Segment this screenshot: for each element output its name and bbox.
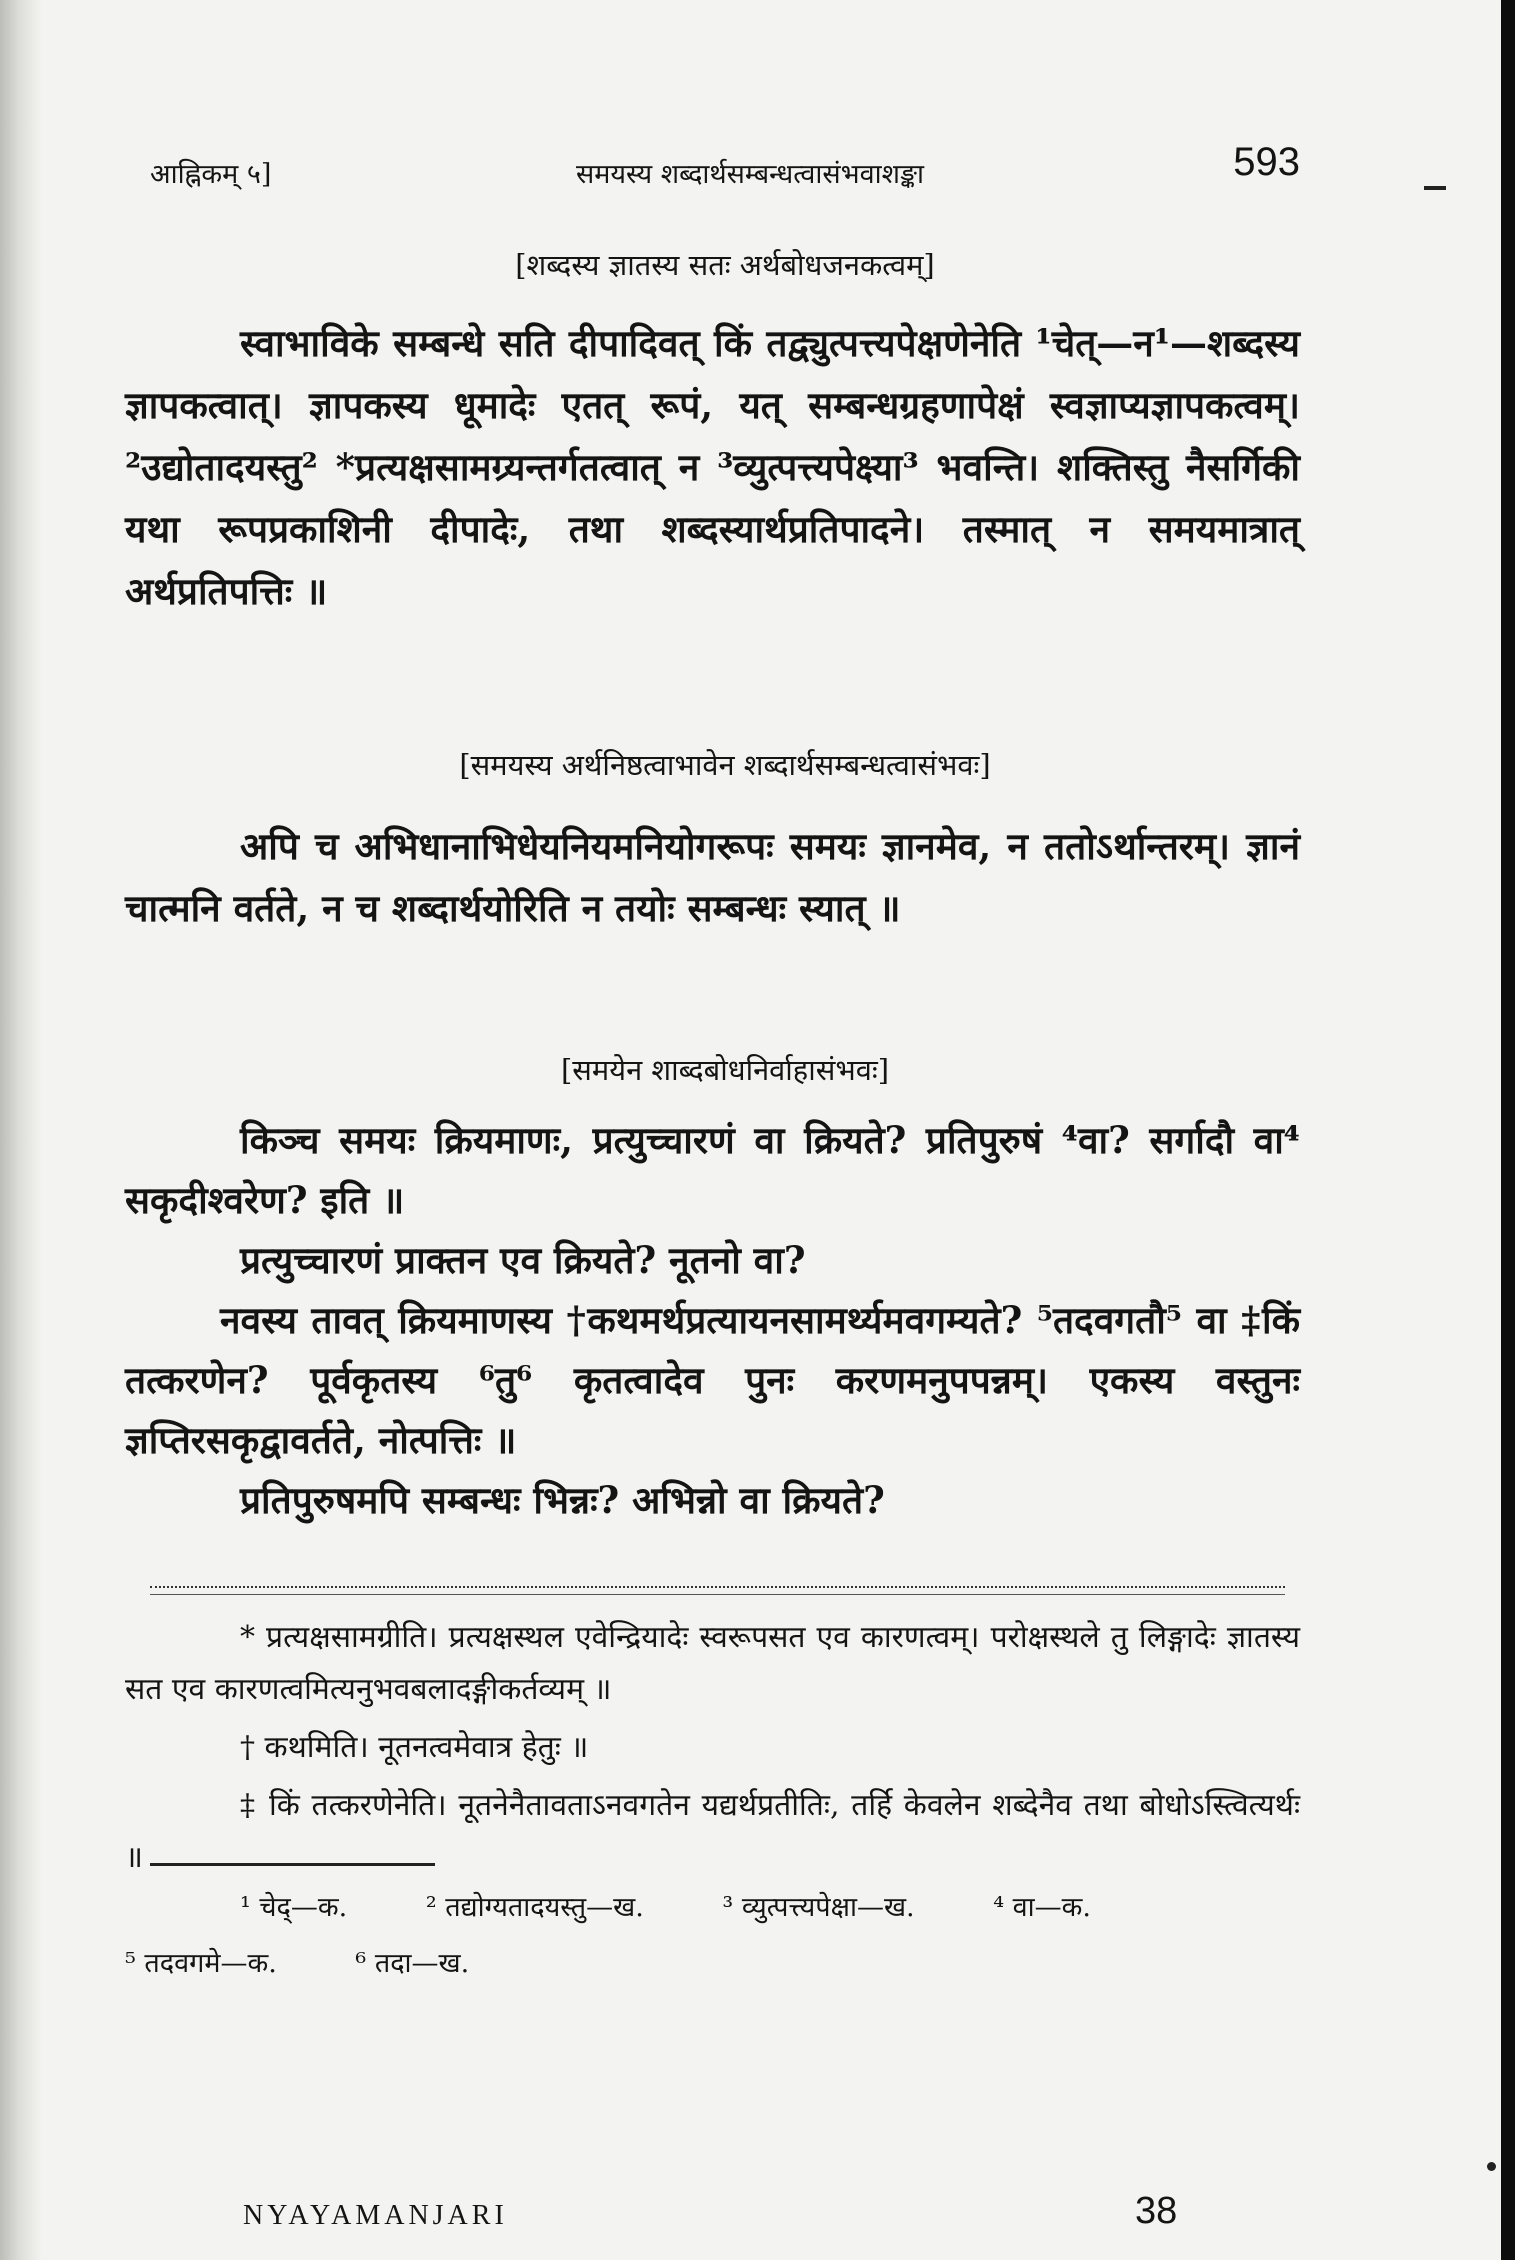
page-edge-shadow (0, 0, 42, 2260)
scan-border (1501, 0, 1515, 2260)
running-head (150, 140, 1300, 190)
commentary-note: * प्रत्यक्षसामग्रीति। प्रत्यक्षस्थल एवेन्द्रियादेः स्वरूपसत एव कारणत्वम्। परोक्षस्थले तु लिङ्गादेः ज्ञातस्य सत एव कारणत्वमित्यनुभवबलादङ्गीकर्तव्यम् ॥ (125, 1620, 1300, 1707)
variant-reading: ⁶ तदा—ख. (355, 1948, 470, 1979)
page-number: 593 (1233, 140, 1300, 184)
variant-reading: ² तद्योग्यतादयस्तु—ख. (425, 1892, 644, 1923)
variants-separator (150, 1863, 435, 1866)
commentary-note: † कथमिति। नूतनत्वमेवात्र हेतुः ॥ (240, 1730, 589, 1765)
section-paragraph: किञ्च समयः क्रियमाणः, प्रत्युच्चारणं वा क्रियते? प्रतिपुरुषं ⁴वा? सर्गादौ वा⁴ सकृदीश्वरेण? इति ॥ प्रत्युच्चारणं प्राक्तन एव क्रियते? नूतनो वा? नवस्य तावत् क्रियमाणस्य †कथमर्थप्रत्यायनसामर्थ्यमवगम्यते? ⁵तदवगतौ⁵ वा ‡किं तत्करणेन? पूर्वकृतस्य ⁶तु⁶ कृतत्वादेव पुनः करणमनुपपन्नम्। एकस्य वस्तुनः ज्ञप्तिरसकृद्वावर्तते, नोत्पत्तिः ॥ प्रतिपुरुषमपि सम्बन्धः भिन्नः? अभिन्नो वा क्रियते? (125, 1118, 1300, 1522)
book-title-footer: NYAYAMANJARI (243, 2200, 508, 2231)
commentary-notes (125, 1612, 1300, 1884)
footnote-separator (150, 1586, 1285, 1595)
scan-mark (1424, 186, 1446, 190)
section-heading: [समयस्य अर्थनिष्ठत्वाभावेन शब्दार्थसम्बन्धत्वासंभवः] (459, 748, 991, 782)
running-title: समयस्य शब्दार्थसम्बन्धत्वासंभवाशङ्का (575, 159, 925, 190)
section-paragraph: स्वाभाविके सम्बन्धे सति दीपादिवत् किं तद्व्युत्पत्त्यपेक्षणेनेति ¹चेत्—न¹—शब्दस्य ज्ञापकत्वात्। ज्ञापकस्य धूमादेः एतत् रूपं, यत् सम्बन्धग्रहणापेक्षं स्वज्ञाप्यज्ञापकत्वम्। ²उद्योतादयस्तु² *प्रत्यक्षसामग्र्यन्तर्गतत्वात् न ³व्युत्पत्त्यपेक्ष्या³ भवन्ति। शक्तिस्तु नैसर्गिकी यथा रूपप्रकाशिनी दीपादेः, तथा शब्दस्यार्थप्रतिपादने। तस्मात् न समयमात्रात् अर्थप्रतिपत्तिः ॥ (125, 321, 1300, 613)
commentary-note: ‡ किं तत्करणेनेति। नूतनेनैतावताऽनवगतेन यद्यर्थप्रतीतिः, तर्हि केवलेन शब्देनैव तथा बोधोऽस्त्वित्यर्थः ॥ (125, 1788, 1300, 1875)
variant-reading: ⁴ वा—क. (993, 1892, 1091, 1923)
variant-reading: ⁵ तदवगमे—क. (125, 1948, 277, 1979)
variant-reading: ¹ चेद्—क. (240, 1892, 348, 1923)
scan-mark (1487, 2162, 1496, 2171)
section-paragraph: अपि च अभिधानाभिधेयनियमनियोगरूपः समयः ज्ञानमेव, न ततोऽर्थान्तरम्। ज्ञानं चात्मनि वर्तते, न च शब्दार्थयोरिति न तयोः सम्बन्धः स्यात् ॥ (125, 824, 1300, 930)
chapter-label: आह्निकम् ५] (150, 159, 272, 190)
signature-mark: 38 (1135, 2190, 1178, 2232)
variant-reading: ³ व्युत्पत्त्यपेक्षा—ख. (722, 1892, 915, 1923)
variant-readings (125, 1880, 1300, 1992)
section-heading: [समयेन शाब्दबोधनिर्वाहासंभवः] (560, 1053, 890, 1087)
section-heading: [शब्दस्य ज्ञातस्य सतः अर्थबोधजनकत्वम्] (515, 248, 935, 282)
